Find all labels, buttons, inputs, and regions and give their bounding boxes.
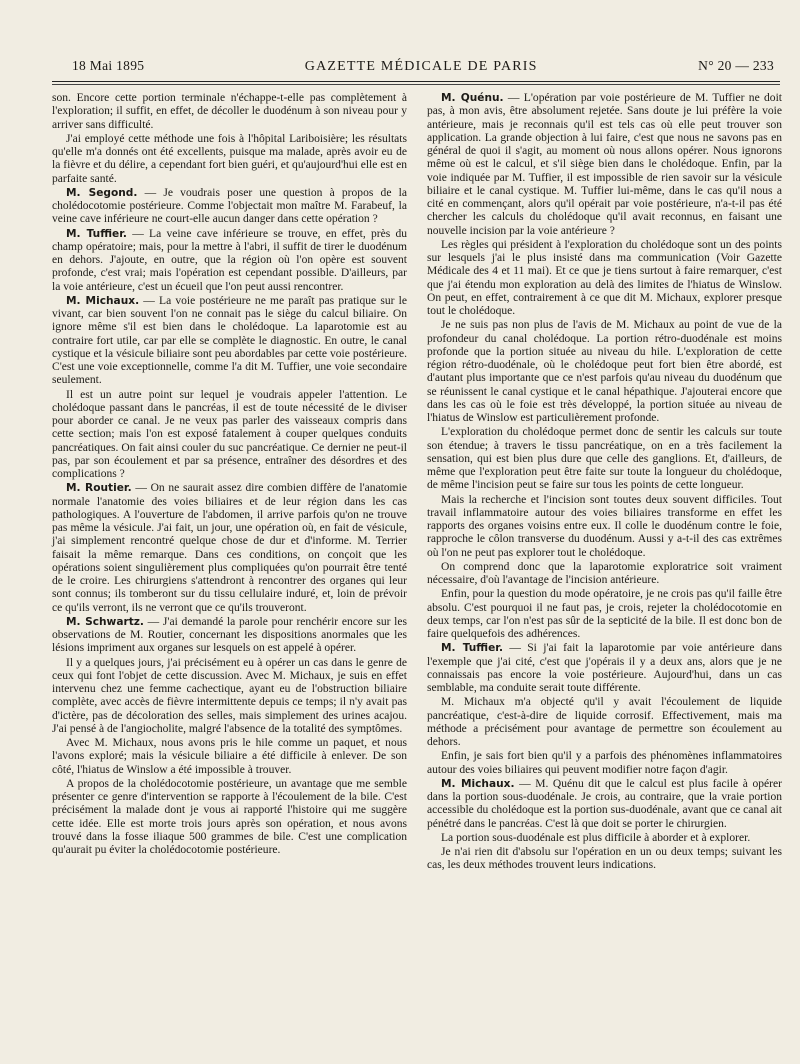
paragraph-text: J'ai employé cette méthode une fois à l'hôpital Lariboisière; les résultats qu'elle m'a donnés ont été excellents, puisque ma malade, après avoir eu de la fièvre et du délire, a cependant fort bien guéri, et qu'aujourd'hui elle est en parfaite santé. xyxy=(52,132,407,185)
paragraph-text: Enfin, pour la question du mode opératoire, je ne crois pas qu'il faille être absolu. C'est pourquoi il ne faut pas, je crois, rejeter la cholédocotomie en deux temps, car l'on n'est pas sûr de la septicité de la bile. Il est donc bon de faire quelquefois des adhérences. xyxy=(427,588,782,640)
header-rule xyxy=(52,81,780,82)
paragraph xyxy=(427,561,782,588)
paragraph-text: — La voie postérieure ne me paraît pas pratique sur le vivant, car bien souvent l'on ne connait pas le siège du calcul biliaire. On ignore même s'il est bien dans le cholédoque. La laparotomie est au contraire fort utile, car par elle se complète le diagnostic. En outre, le canal cystique et la vésicule biliaire sont peu abordables par cette voie postérieure. C'est une voie exceptionnelle, comme l'a dit M. Tuffier, une voie secondaire seulement. xyxy=(52,294,407,387)
paragraph xyxy=(427,426,782,492)
paragraph-text: — L'opération par voie postérieure de M. Tuffier ne doit pas, à mon avis, être absolument rejetée. Sans doute je lui préfère la voie antérieure, mais je reconnais qu'il est tels cas où elle peut trouver son application. La grande objection à lui faire, c'est que nous ne savons pas en général de quoi il s'agit, au moment où nous allons opérer. Nous ignorons même où est le calcul, et s'il siège bien dans le cholédoque. Enfin, par la voie indiquée par M. Tuffier, il est impossible de rien savoir sur la vésicule biliaire et le canal cystique. M. Tuffier lui-même, dans le cas qu'il nous a cité en commençant, alors qu'il opérait par voie postérieure, n'a-t-il pas été chercher les calculs du cholédoque qu'il avait reconnus, en faisant une nouvelle incision par la voie antérieure ? xyxy=(427,92,782,237)
paragraph xyxy=(52,92,407,132)
paragraph xyxy=(427,239,782,319)
paragraph-text: — On ne saurait assez dire combien diffère de l'anatomie normale l'anatomie des voies biliaires et de leur région dans les cas pathologiques. A l'ouverture de l'abdomen, il arrive parfois qu'on ne trouve pas même la vésicule. J'ai fait, un jour, une opération où, en fait de vésicule, j'ai simplement rencontré quelque chose de dur et d'informe. M. Terrier faisait la même remarque. Dans ces conditions, on conçoit que les opérations soient singulièrement plus compliquées qu'on pourrait être tenté de le croire. Les chirurgiens s'attendront à rencontrer des organes qui leur sont connus; ils tomberont sur du tissu cellulaire induré, et, loin de prévoir ce qu'ils verront, ils ne verront que ce qu'ils trouveront. xyxy=(52,482,407,614)
speaker-name: M. Routier. xyxy=(66,482,132,495)
paragraph-text: L'exploration du cholédoque permet donc de sentir les calculs sur toute son étendue; à travers le tissu pancréatique, on en a très facilement la sensation, qui est bien plus dure que celle des ganglions. Et, d'ailleurs, de même que l'exploration peut être faite sur toute la longueur du cholédoque, de même l'incision peut se faire sur tous les points de cette longueur. xyxy=(427,426,782,492)
paragraph-text: son. Encore cette portion terminale n'échappe-t-elle pas complètement à l'exploration; il suffit, en effet, de décoller le duodénum à son niveau pour y arriver sans difficulté. xyxy=(52,92,407,131)
paragraph xyxy=(52,133,407,186)
paragraph-text: Il est un autre point sur lequel je voudrais appeler l'attention. Le cholédoque passant dans le pancréas, il est de toute nécessité de le diviser pour aborder ce canal. Je ne veux pas parler des vaisseaux compris dans cette section; mais l'on est exposé fatalement à couper quelques conduits pancréatiques. On fait ainsi couler du suc pancréatique. Ce dernier ne peut-il pas, par son écoulement et par sa présence, entraîner des désordres et des complications ? xyxy=(52,388,407,480)
paragraph xyxy=(52,737,407,777)
paragraph-text: — M. Quénu dit que le calcul est plus facile à opérer dans la portion sous-duodénale. Je crois, au contraire, que la vraie portion accessible du cholédoque est la portion sus-duodénale, avant que ce canal ait pénétré dans le pancréas. C'est là que doit se porter le chirurgien. xyxy=(427,777,782,830)
paragraph xyxy=(427,92,782,238)
paragraph-text: — Si j'ai fait la laparotomie par voie antérieure dans l'exemple que j'ai cité, c'est que j'opérais il y a deux ans, alors que je ne connaissais pas encore la voie postérieure. Aujourd'hui, dans un cas semblable, ma conduite serait toute différente. xyxy=(427,642,782,694)
paragraph-text: Je ne suis pas non plus de l'avis de M. Michaux au point de vue de la profondeur du canal cholédoque. La portion rétro-duodénale est moins profonde que la portion située au niveau du hile. L'exploration de cette région rétro-duodénale, où le cholédoque peut fort bien être abordé, est d'autant plus importante que ce n'est parfois qu'au niveau du duodénum que se réunissent le canal cystique et le canal hépathique. J'ajouterai encore que dans les cas où le foie est très développé, la portion située au niveau de l'hiatus de Winslow est particulièrement profonde. xyxy=(427,319,782,424)
paragraph xyxy=(52,187,407,227)
speaker-name: M. Segond. xyxy=(66,186,138,199)
paragraph xyxy=(52,228,407,294)
paragraph-text: A propos de la cholédocotomie postérieure, un avantage que me semble présenter ce genre d'intervention se rapporte à l'écoulement de la bile. C'est précisément la malade dont je vous ai rapporté l'histoire qui me suggère cette idée. Elle est morte trois jours après son opération, et nous avons trouvé dans la fosse iliaque 500 grammes de bile. C'est une complication qu'aurait pu éviter la cholédocotomie postérieure. xyxy=(52,777,407,856)
paragraph-text: — Je voudrais poser une question à propos de la cholédocotomie postérieure. Comme l'objectait mon maître M. Farabeuf, la veine cave inférieure ne court-elle aucun danger dans cette opération ? xyxy=(52,186,407,226)
paragraph-text: Les règles qui président à l'exploration du cholédoque sont un des points sur lesquels j'ai le plus insisté dans ma communication (Voir Gazette Médicale des 4 et 11 mai). Et ce que je tiens surtout à faire remarquer, c'est que j'ai étendu mon exploration au delà des limites de l'hiatus de Winslow. On peut, en effet, contrairement à ce que dit M. Michaux, explorer presque tout le cholédoque. xyxy=(427,238,782,317)
paragraph xyxy=(427,846,782,873)
issue-date: 18 Mai 1895 xyxy=(72,58,145,73)
header-rule-thin xyxy=(52,84,780,85)
paragraph-text: Enfin, je sais fort bien qu'il y a parfois des phénomènes inflammatoires autour des voies biliaires qui peuvent modifier notre façon d'agir. xyxy=(427,750,782,776)
right-column xyxy=(427,92,782,874)
body-columns xyxy=(52,92,782,874)
paragraph xyxy=(427,696,782,749)
paragraph-text: M. Michaux m'a objecté qu'il y avait l'écoulement de liquide pancréatique, c'est-à-dire de liquide corrosif. Effectivement, mais ma méthode a précisément pour avantage de permettre son écoulement au dehors. xyxy=(427,696,782,748)
paragraph xyxy=(52,616,407,656)
paragraph-text: — J'ai demandé la parole pour renchérir encore sur les observations de M. Routier, concernant les dispositions anormales que les lésions impriment aux organes sur lesquels on est appelé à opérer. xyxy=(52,615,407,655)
speaker-name: M. Schwartz. xyxy=(66,615,144,628)
paragraph xyxy=(427,494,782,560)
speaker-name: M. Tuffier. xyxy=(441,642,504,655)
paragraph-text: La portion sous-duodénale est plus difficile à aborder et à explorer. xyxy=(441,831,751,844)
paragraph xyxy=(427,832,782,845)
paragraph xyxy=(52,389,407,482)
paragraph-text: Il y a quelques jours, j'ai précisément eu à opérer un cas dans le genre de ceux qui font l'objet de cette discussion. Avec M. Michaux, je suis en effet intervenu chez une femme cachectique, ayant eu de l'obstruction biliaire complète, avec accès de fièvre intermittente depuis ce temps; il n'y avait pas d'ictère, pas de décoloration des selles, mais simplement des urines acajou. J'ai pensé à de l'angiocholite, malgré l'absence de la totalité des symptômes. xyxy=(52,656,407,735)
paragraph-text: Mais la recherche et l'incision sont toutes deux souvent difficiles. Tout travail inflammatoire autour des voies biliaires transforme en effet les rapports des organes voisins entre eux. Il colle le duodénum contre le foie, rapproche le côlon transverse du duodénum. Aussi y a-t-il des cas extrêmes où l'on ne peut pas explorer tout le cholédoque. xyxy=(427,493,782,559)
paragraph xyxy=(52,482,407,615)
paragraph xyxy=(427,642,782,695)
issue-page-number: N° 20 — 233 xyxy=(698,58,774,73)
paragraph xyxy=(52,295,407,388)
speaker-name: M. Tuffier. xyxy=(66,227,127,240)
paragraph-text: Je n'ai rien dit d'absolu sur l'opération en un ou deux temps; suivant les cas, les deux méthodes trouvent leurs indications. xyxy=(427,846,782,872)
speaker-name: M. Quénu. xyxy=(441,92,504,104)
paragraph xyxy=(427,750,782,777)
paragraph xyxy=(52,778,407,858)
paragraph-text: Avec M. Michaux, nous avons pris le hile comme un paquet, et nous l'avons exploré; mais la vésicule biliaire a été difficile à enlever. De son côté, l'hiatus de Winslow a été impossible à trouver. xyxy=(52,737,407,776)
speaker-name: M. Michaux. xyxy=(66,294,140,307)
speaker-name: M. Michaux. xyxy=(441,777,515,790)
paragraph-text: — La veine cave inférieure se trouve, en effet, près du champ opératoire; mais, pour la mettre à l'abri, il suffit de tirer le duodénum en dehors. J'ajoute, en outre, que la région où l'on opère est souvent profonde, c'est vrai; mais l'opération est cependant possible. D'ailleurs, par la voie antérieure, c'est un écueil que l'on peut aussi rencontrer. xyxy=(52,227,407,293)
paragraph xyxy=(427,319,782,425)
paragraph xyxy=(427,588,782,641)
paragraph-text: On comprend donc que la laparotomie exploratrice soit vraiment nécessaire, d'où l'avantage de l'incision antérieure. xyxy=(427,560,782,586)
paragraph xyxy=(427,778,782,831)
left-column xyxy=(52,92,407,874)
paragraph xyxy=(52,657,407,737)
journal-title: GAZETTE MÉDICALE DE PARIS xyxy=(304,59,538,74)
running-header xyxy=(72,58,774,78)
